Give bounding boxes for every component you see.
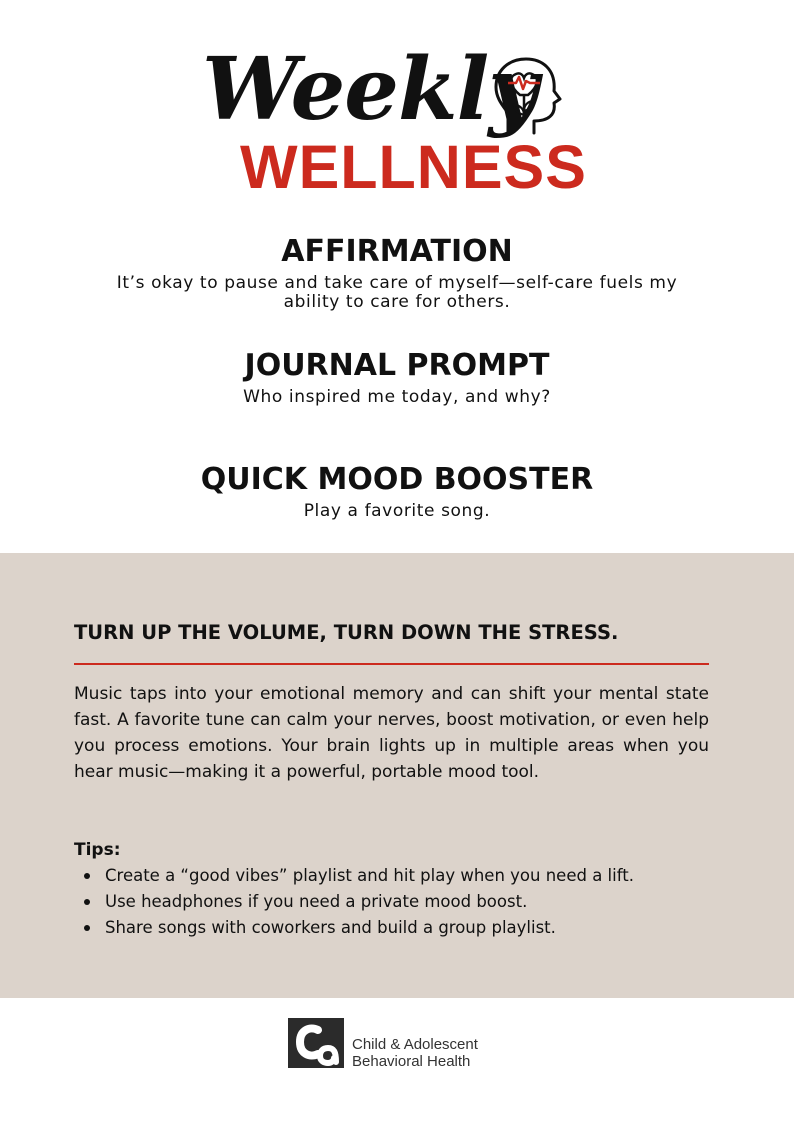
journal-prompt-text: Who inspired me today, and why? [243, 387, 551, 407]
head-heart-flower-icon [490, 55, 562, 137]
tip-text: Use headphones if you need a private mood boost. [105, 892, 528, 911]
logo-bold-text: WELLNESS [240, 133, 587, 201]
org-name-line-2: Behavioral Health [352, 1053, 471, 1070]
mood-booster-title: QUICK MOOD BOOSTER [200, 462, 594, 497]
mood-booster-section [0, 462, 794, 521]
tip-text: Share songs with coworkers and build a group playlist. [105, 918, 556, 937]
tip-text: Create a “good vibes” playlist and hit play when you need a lift. [105, 866, 634, 885]
page-header [0, 0, 794, 200]
tips-label: Tips: [74, 840, 121, 860]
panel-body-text: Music taps into your emotional memory and can shift your mental state fast. A favorite tune can calm your nerves, boost motivation, or even help you process emotions. Your brain lights up in multiple areas when you hear music—making it a powerful, portable mood tool. [74, 684, 709, 782]
tips-list [74, 863, 724, 941]
logo-script-text: Weekly [202, 39, 538, 140]
affirmation-section [0, 234, 794, 312]
tip-item [74, 915, 724, 941]
organization-logo [288, 1018, 508, 1070]
bullet-icon [84, 873, 90, 879]
journal-prompt-title: JOURNAL PROMPT [244, 348, 550, 383]
affirmation-title: AFFIRMATION [281, 234, 513, 269]
bullet-icon [84, 899, 90, 905]
affirmation-text: It’s okay to pause and take care of myself—self-care fuels my ability to care for others. [116, 273, 678, 312]
tip-item [74, 889, 724, 915]
bullet-icon [84, 925, 90, 931]
panel-title: TURN UP THE VOLUME, TURN DOWN THE STRESS. [74, 621, 619, 644]
org-mark-icon [288, 1018, 344, 1068]
mood-booster-text: Play a favorite song. [303, 501, 491, 521]
panel-divider [74, 663, 709, 665]
org-name-line-1: Child & Adolescent [352, 1036, 478, 1053]
journal-prompt-section [0, 348, 794, 407]
tip-item [74, 863, 724, 889]
organization-name [352, 1036, 522, 1070]
